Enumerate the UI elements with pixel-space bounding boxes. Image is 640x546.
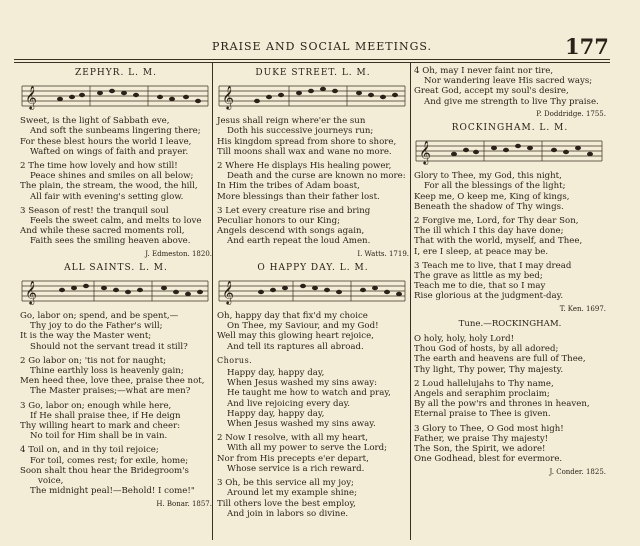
verse-line: Eternal praise to Thee is given. [414, 409, 551, 420]
verse-line: Jesus shall reign where'er the sun [217, 116, 366, 127]
verse-line: By all the pow'rs and thrones in heaven, [414, 399, 590, 410]
music-staff-zephyr [20, 81, 210, 111]
stanza [217, 433, 409, 474]
header-rule [14, 59, 610, 60]
verse-line: 2 Now I resolve, with all my heart, [217, 433, 368, 444]
verse-line: Men heed thee, love thee, praise thee not, [20, 376, 205, 387]
verse-line: Father, we praise Thy majesty! [414, 433, 549, 444]
stanza [414, 171, 606, 212]
verse-line: Happy day, happy day, [227, 408, 325, 419]
verse-line: For all the blessings of the light; [424, 181, 566, 192]
column-left [20, 66, 212, 513]
verse-line: Till others love the best employ, [217, 498, 356, 509]
verse-line: 2 The time how lovely and how still! [20, 161, 178, 172]
stanza [217, 478, 409, 519]
verse-line: And tell its raptures all abroad. [227, 341, 364, 352]
hymn-title-duke-street: DUKE STREET. L. M. [255, 68, 371, 78]
stanza [20, 161, 212, 202]
verse-line: 2 Forgive me, Lord, for Thy dear Son, [414, 216, 579, 227]
verse-line: voice, [38, 476, 64, 487]
verse-line: 3 Teach me to live, that I may dread [414, 260, 572, 271]
stanza [217, 206, 409, 247]
verse-line: Doth his successive journeys run; [227, 126, 374, 137]
verse-line: On Thee, my Saviour, and my God! [227, 321, 379, 332]
chorus [217, 368, 409, 429]
attribution: J. Edmeston. 1820. [145, 249, 212, 258]
verse-line: In Him the tribes of Adam boast, [217, 181, 360, 192]
verse-line: 3 Glory to Thee, O God most high! [414, 423, 564, 434]
stanza [20, 311, 212, 352]
stanza [217, 116, 409, 157]
music-staff-duke-street [217, 81, 407, 111]
verse-line: Keep me, O keep me, King of kings, [414, 191, 570, 202]
verse-line: His kingdom spread from shore to shore, [217, 136, 397, 147]
hymn-title-rockingham: ROCKINGHAM. L. M. [451, 123, 569, 134]
chorus-label: Chorus. [217, 355, 253, 365]
verse-line: The Son, the Spirit, we adore! [414, 444, 546, 455]
verse-line: And give me strength to live Thy praise. [424, 96, 599, 107]
verse-line: The plain, the stream, the wood, the hill, [20, 181, 198, 192]
verse-line: And live rejoicing every day. [227, 398, 351, 409]
page-number: 177 [565, 34, 609, 59]
verse-line: 3 Season of rest! the tranquil soul [20, 205, 169, 216]
verse-line: And while these sacred moments roll, [20, 226, 185, 237]
verse-line: 3 Let every creature rise and bring [217, 205, 371, 216]
verse-line: Happy day, happy day, [227, 368, 325, 379]
verse-line: Beneath the shadow of Thy wings. [414, 201, 564, 212]
verse-line: Nor from His precepts e'er depart, [217, 453, 369, 464]
column-divider-2 [410, 62, 411, 540]
music-staff-all-saints [20, 276, 210, 306]
svg-text:𝄞: 𝄞 [222, 85, 234, 110]
verse-line: For toil, comes rest; for exile, home; [30, 455, 189, 466]
stanza [414, 334, 606, 375]
verse-line: I, ere I sleep, at peace may be. [414, 246, 549, 257]
verse-line: Soon shalt thou hear the Bridegroom's [20, 465, 189, 476]
verse-line: Thy willing heart to mark and cheer: [20, 421, 181, 432]
stanza [20, 116, 212, 157]
verse-line: The midnight peal!—Behold! I come!" [30, 486, 195, 497]
verse-line: When Jesus washed my sins away: [227, 378, 378, 389]
hymn-title-all-saints: ALL SAINTS. L. M. [64, 262, 168, 273]
verse-line: 3 Go, labor on; enough while here, [20, 400, 172, 411]
verse-line: Sweet, is the light of Sabbath eve, [20, 116, 170, 127]
stanza [414, 261, 606, 302]
verse-line: One Godhead, blest for evermore. [414, 454, 563, 465]
verse-line: 2 Go labor on; 'tis not for naught; [20, 355, 167, 366]
verse-line: O holy, holy, holy Lord! [414, 334, 515, 345]
stanza [414, 379, 606, 420]
column-middle [217, 66, 409, 523]
running-header: PRAISE AND SOCIAL MEETINGS. [212, 40, 433, 53]
svg-text:𝄞: 𝄞 [25, 280, 37, 305]
stanza [217, 161, 409, 202]
verse-line: 2 Where He displays His healing power, [217, 161, 392, 172]
attribution: P. Doddridge. 1755. [536, 109, 606, 118]
music-staff-o-happy-day [217, 276, 407, 306]
verse-line: 2 Loud hallelujahs to Thy name, [414, 378, 554, 389]
verse-line: Oh, happy day that fix'd my choice [217, 311, 368, 322]
verse-line: More blessings than their father lost. [217, 191, 380, 202]
svg-text:𝄞: 𝄞 [222, 280, 234, 305]
verse-line: All fair with evening's setting glow. [30, 191, 184, 202]
verse-line: Till moons shall wax and wane no more. [217, 146, 392, 157]
stanza [20, 356, 212, 397]
verse-line: The Master praises;—what are men? [30, 386, 191, 397]
attribution: J. Conder. 1825. [549, 467, 606, 476]
verse-line: He taught me how to watch and pray, [227, 388, 391, 399]
stanza [414, 424, 606, 465]
stanza [20, 401, 212, 442]
verse-line: And earth repeat the loud Amen. [227, 236, 371, 247]
stanza [217, 311, 409, 352]
verse-line: Great God, accept my soul's desire, [414, 86, 569, 97]
verse-line: Around let my example shine; [227, 488, 358, 499]
stanza [414, 216, 606, 257]
music-staff-rockingham [414, 136, 604, 166]
verse-line: 3 Oh, be this service all my joy; [217, 478, 354, 489]
verse-line: No toil for Him shall be in vain. [30, 431, 168, 442]
verse-line: Peace shines and smiles on all below; [30, 171, 194, 182]
verse-line: Whose service is a rich reward. [227, 463, 365, 474]
verse-line: Angels descend with songs again, [217, 226, 365, 237]
hymn-title-o-happy-day: O HAPPY DAY. L. M. [257, 262, 369, 273]
verse-line: Teach me to die, that so I may [414, 281, 546, 292]
verse-line: And soft the sunbeams lingering there; [30, 126, 201, 137]
verse-line: Angels and seraphim proclaim; [414, 389, 550, 400]
verse-line: Peculiar honors to our King; [217, 216, 340, 227]
verse-line: Wafted on wings of faith and prayer. [30, 146, 189, 157]
verse-line: That with the world, myself, and Thee, [414, 236, 583, 247]
verse-line: Go, labor on; spend, and be spent,— [20, 311, 179, 322]
verse-line: Feels the sweet calm, and melts to love [30, 216, 202, 227]
stanza [414, 66, 606, 107]
attribution: I. Watts. 1719. [357, 249, 409, 258]
verse-line: It is the way the Master went; [20, 331, 152, 342]
verse-line: Thou God of hosts, by all adored; [414, 344, 559, 355]
stanza [20, 206, 212, 247]
column-right [414, 66, 606, 481]
attribution: T. Ken. 1697. [559, 304, 606, 313]
hymn-title-zephyr: ZEPHYR. L. M. [75, 68, 157, 78]
verse-line: Thine earthly loss is heavenly gain; [30, 366, 184, 377]
verse-line: The earth and heavens are full of Thee, [414, 354, 586, 365]
verse-line: With all my power to serve the Lord; [227, 443, 388, 454]
column-divider-1 [212, 62, 213, 540]
verse-line: And join in labors so divine. [227, 508, 349, 519]
verse-line: Faith sees the smiling heaven above. [30, 236, 191, 247]
verse-line: 4 Oh, may I never faint nor tire, [414, 66, 554, 76]
verse-line: For these blest hours the world I leave, [20, 136, 192, 147]
verse-line: The ill which I this day have done; [414, 226, 564, 237]
svg-text:𝄞: 𝄞 [419, 140, 431, 165]
hymn-title-tune-rockingham: Tune.—ROCKINGHAM. [458, 318, 562, 329]
verse-line: When Jesus washed my sins away. [227, 419, 376, 430]
verse-line: 4 Toil on, and in thy toil rejoice; [20, 445, 159, 456]
verse-line: Should not the servant tread it still? [30, 341, 188, 352]
verse-line: Death and the curse are known no more: [227, 171, 406, 182]
stanza [20, 445, 212, 496]
verse-line: The grave as little as my bed; [414, 271, 543, 282]
verse-line: Nor wandering leave His sacred ways; [424, 76, 593, 87]
verse-line: Rise glorious at the judgment-day. [414, 291, 564, 302]
verse-line: If He shall praise thee, if He deign [30, 410, 181, 421]
attribution: H. Bonar. 1857. [156, 499, 212, 508]
header-rule-inner [14, 62, 610, 63]
svg-text:𝄞: 𝄞 [25, 85, 37, 110]
verse-line: Glory to Thee, my God, this night, [414, 171, 562, 182]
verse-line: Thy light, Thy power, Thy majesty. [414, 364, 564, 375]
verse-line: Well may this glowing heart rejoice, [217, 331, 374, 342]
verse-line: Thy joy to do the Father's will; [30, 321, 163, 332]
